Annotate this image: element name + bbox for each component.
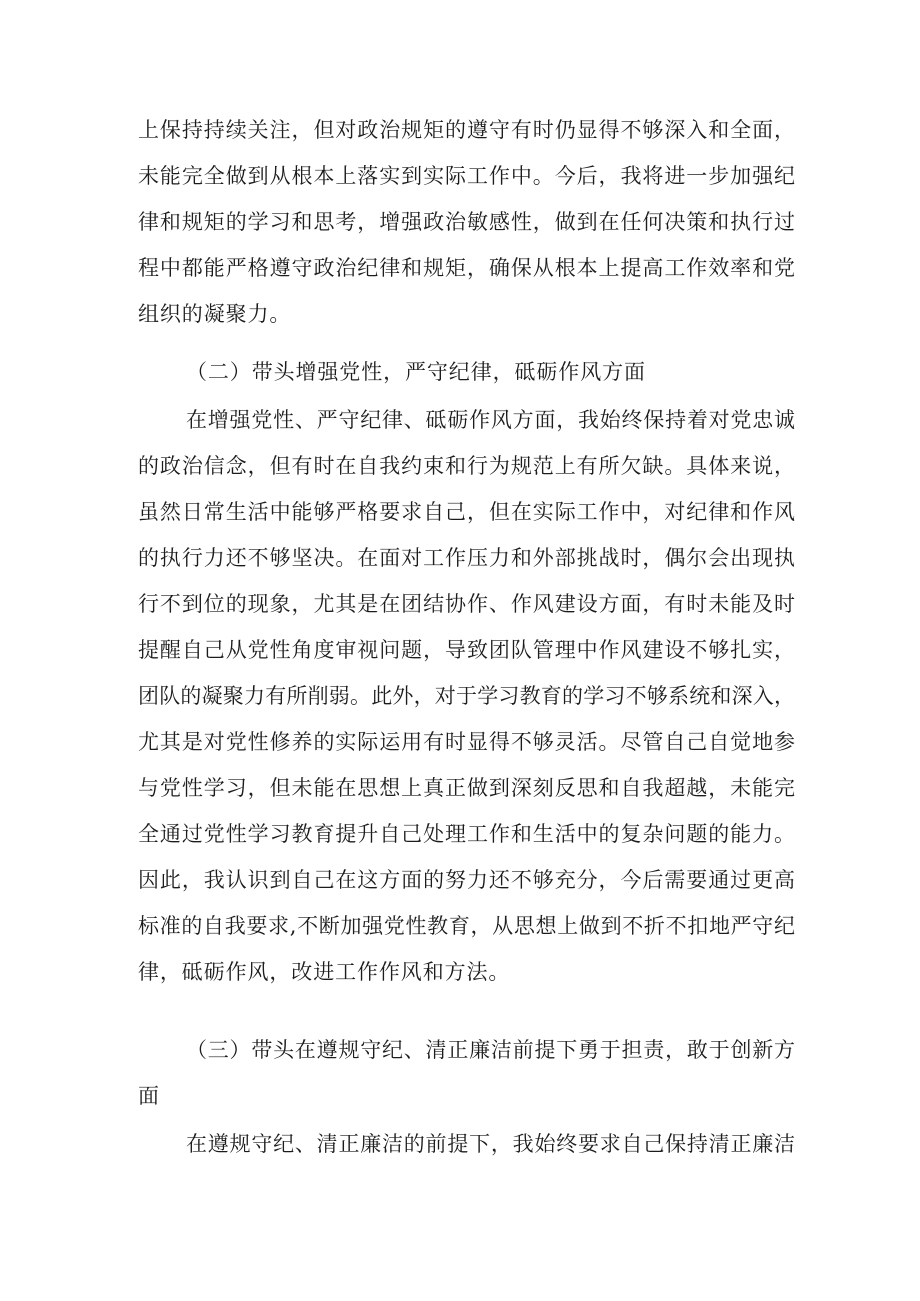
paragraph-line: 律，砥砺作风，改进工作作风和方法。 xyxy=(138,960,511,984)
paragraph-line: 在遵规守纪、清正廉洁的前提下，我始终要求自己保持清正廉洁 xyxy=(186,1132,795,1156)
paragraph-line: 未能完全做到从根本上落实到实际工作中。今后，我将进一步加强纪 xyxy=(138,164,795,188)
paragraph-line: 团队的凝聚力有所削弱。此外，对于学习教育的学习不够系统和深入， xyxy=(138,684,795,708)
section-3-heading xyxy=(138,1027,795,1119)
section-heading-line: 面 xyxy=(138,1084,160,1108)
paragraph-line: 的执行力还不够坚决。在面对工作压力和外部挑战时，偶尔会出现执 xyxy=(138,546,795,570)
paragraph-line: 提醒自己从党性角度审视问题，导致团队管理中作风建设不够扎实， xyxy=(138,638,795,662)
paragraph-line: 程中都能严格遵守政治纪律和规矩，确保从根本上提高工作效率和党 xyxy=(138,256,795,280)
paragraph-line: 上保持持续关注，但对政治规矩的遵守有时仍显得不够深入和全面， xyxy=(138,118,795,142)
section-heading-line: （三）带头在遵规守纪、清正廉洁前提下勇于担责，敢于创新方 xyxy=(186,1038,795,1062)
continued-paragraph xyxy=(138,107,795,337)
paragraph-line: 标准的自我要求,不断加强党性教育，从思想上做到不折不扣地严守纪 xyxy=(138,914,795,938)
paragraph-line: 律和规矩的学习和思考，增强政治敏感性，做到在任何决策和执行过 xyxy=(138,210,795,234)
paragraph-line: 行不到位的现象，尤其是在团结协作、作风建设方面，有时未能及时 xyxy=(138,592,795,616)
paragraph-line: 全通过党性学习教育提升自己处理工作和生活中的复杂问题的能力。 xyxy=(138,822,795,846)
paragraph-line: 因此，我认识到自己在这方面的努力还不够充分，今后需要通过更高 xyxy=(138,868,795,892)
section-3-paragraph xyxy=(138,1121,795,1167)
paragraph-line: 尤其是对党性修养的实际运用有时显得不够灵活。尽管自己自觉地参 xyxy=(138,730,795,754)
paragraph-line: 与党性学习，但未能在思想上真正做到深刻反思和自我超越，未能完 xyxy=(138,776,795,800)
document-body xyxy=(138,107,795,1167)
paragraph-line: 虽然日常生活中能够严格要求自己，但在实际工作中，对纪律和作风 xyxy=(138,500,795,524)
section-2-paragraph xyxy=(138,397,795,995)
section-2-heading xyxy=(138,349,795,395)
paragraph-line: 组织的凝聚力。 xyxy=(138,302,292,326)
section-heading-line: （二）带头增强党性，严守纪律，砥砺作风方面 xyxy=(186,360,646,384)
paragraph-line: 的政治信念，但有时在自我约束和行为规范上有所欠缺。具体来说， xyxy=(138,454,795,478)
paragraph-line: 在增强党性、严守纪律、砥砺作风方面，我始终保持着对党忠诚 xyxy=(186,408,795,432)
